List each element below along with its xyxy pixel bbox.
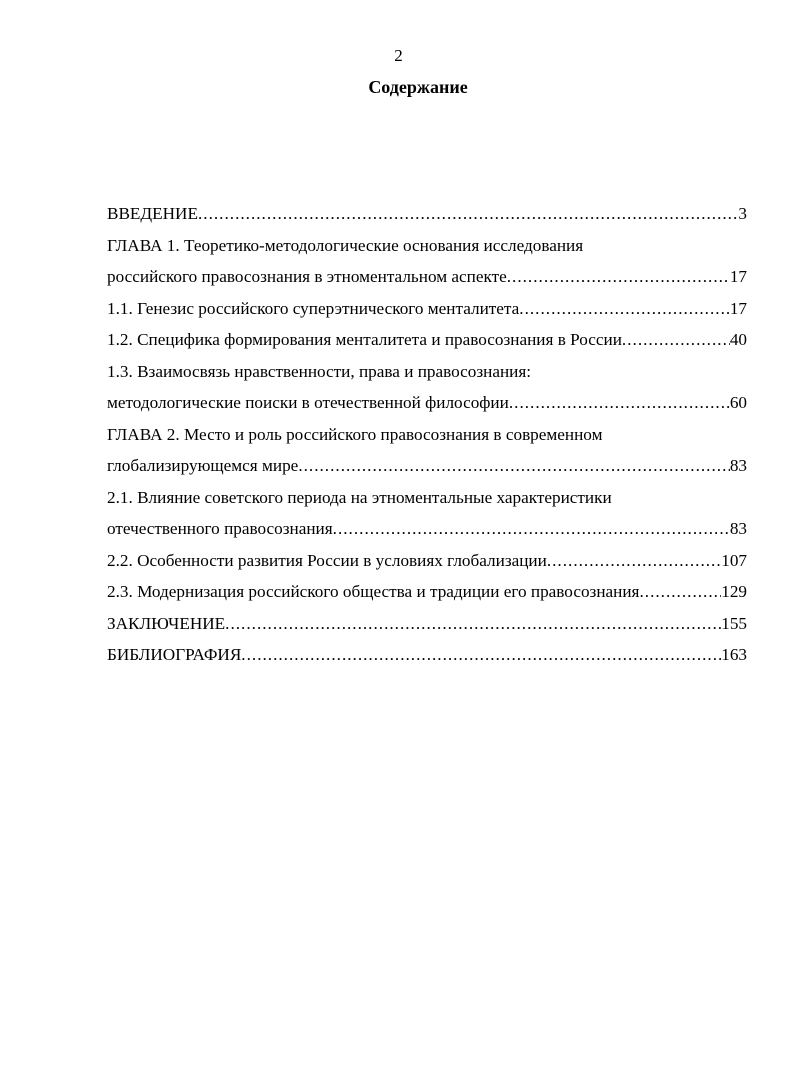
toc-entry-page: 3 [738, 204, 747, 223]
toc-entry-page: 107 [721, 550, 747, 570]
toc-leader-dots [509, 387, 730, 419]
toc-entry-text: 2.3. Модернизация российского общества и традиции его правосознания [107, 582, 640, 601]
toc-entry-1-3 [107, 356, 747, 388]
toc-leader-dots [225, 608, 721, 640]
toc-entry-page: 83 [729, 456, 747, 475]
toc-entry-conclusion [107, 608, 747, 640]
toc-leader-dots [547, 545, 721, 577]
toc-entry-text: 2.2. Особенности развития России в условиях глобализации [107, 550, 547, 570]
toc-leader-dots [198, 198, 738, 230]
toc-entry-text: отечественного правосознания [107, 519, 333, 538]
toc-entry-1-1 [107, 293, 747, 325]
toc-entry-bibliography [107, 639, 747, 671]
toc-entry-text: глобализирующемся мире [107, 456, 299, 475]
page-number: 2 [394, 46, 403, 65]
toc-entry-page: 83 [729, 519, 747, 538]
toc-leader-dots [519, 293, 730, 325]
table-of-contents [107, 198, 747, 671]
toc-entry-chapter-1-cont [107, 261, 747, 293]
toc-entry-chapter-1 [107, 230, 747, 262]
toc-entry-text: ЗАКЛЮЧЕНИЕ [107, 613, 226, 633]
toc-entry-text: 1.1. Генезис российского суперэтнического менталитета [107, 298, 520, 318]
toc-entry-text: методологические поиски в отечественной философии [107, 393, 509, 412]
toc-entry-text: БИБЛИОГРАФИЯ [107, 645, 242, 664]
toc-leader-dots [333, 513, 730, 545]
toc-entry-text: ВВЕДЕНИЕ [107, 204, 198, 223]
toc-entry-page: 40 [729, 330, 747, 349]
toc-entry-text: 1.2. Специфика формирования менталитета и правосознания в России [107, 330, 622, 349]
toc-entry-2-3 [107, 576, 747, 608]
toc-entry-page: 129 [721, 582, 747, 601]
toc-leader-dots [298, 450, 730, 482]
toc-entry-text: ГЛАВА 1. Теоретико-методологические основания исследования [107, 235, 584, 255]
toc-entry-text: 1.3. Взаимосвязь нравственности, права и правосознания: [107, 361, 532, 381]
toc-entry-page: 17 [729, 298, 747, 318]
toc-entry-chapter-2 [107, 419, 747, 451]
page-title: Содержание [368, 77, 468, 97]
toc-entry-1-2 [107, 324, 747, 356]
toc-entry-introduction [107, 198, 747, 230]
toc-leader-dots [241, 639, 721, 671]
toc-entry-1-3-cont [107, 387, 747, 419]
toc-entry-chapter-2-cont [107, 450, 747, 482]
toc-leader-dots [622, 324, 730, 356]
toc-entry-text: 2.1. Влияние советского периода на этноментальные характеристики [107, 487, 612, 507]
toc-leader-dots [639, 576, 721, 608]
toc-entry-page: 60 [729, 393, 747, 412]
toc-entry-page: 163 [721, 645, 747, 664]
toc-entry-2-1 [107, 482, 747, 514]
toc-entry-page: 17 [729, 267, 747, 286]
toc-entry-2-2 [107, 545, 747, 577]
toc-entry-2-1-cont [107, 513, 747, 545]
toc-entry-text: ГЛАВА 2. Место и роль российского правосознания в современном [107, 424, 603, 444]
toc-entry-text: российского правосознания в этноментальном аспекте [107, 267, 507, 286]
toc-entry-page: 155 [721, 613, 747, 633]
toc-leader-dots [507, 261, 730, 293]
